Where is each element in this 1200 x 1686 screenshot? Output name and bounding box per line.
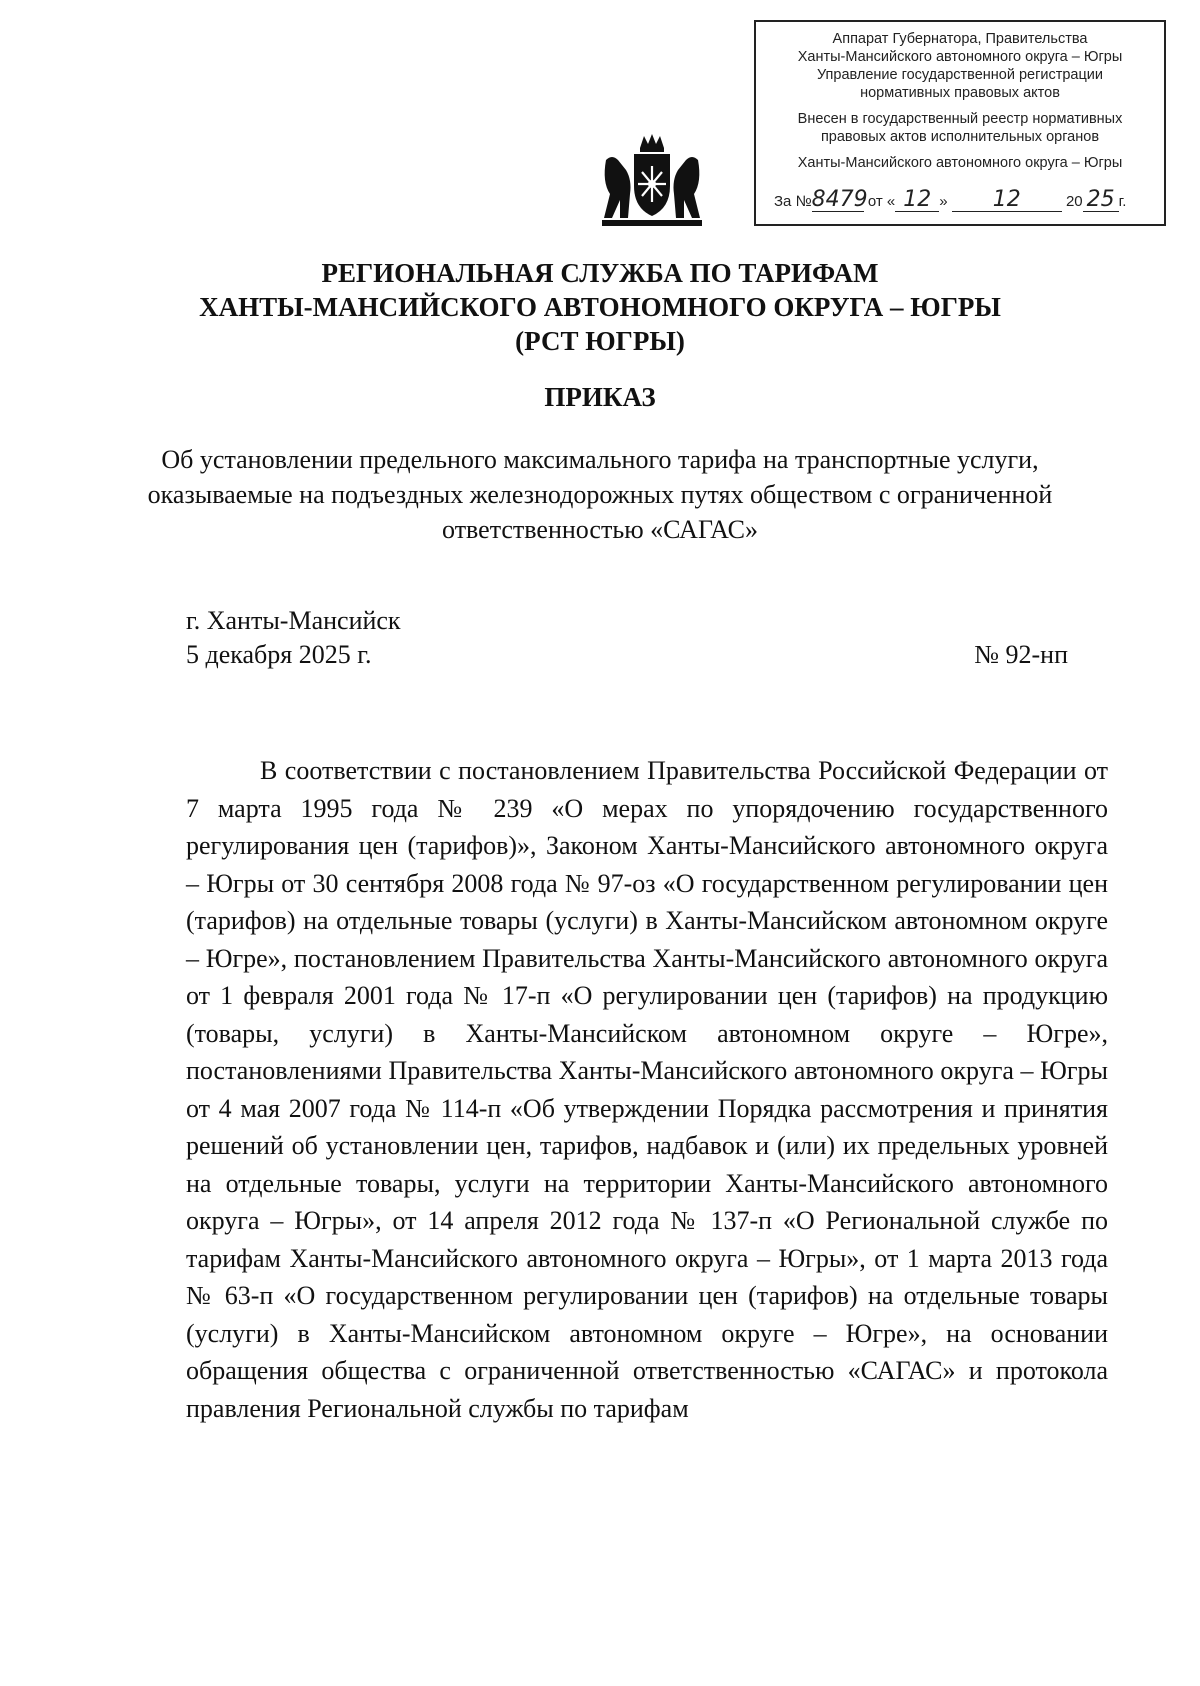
stamp-reg-from: от « bbox=[867, 193, 896, 210]
coat-of-arms-emblem bbox=[598, 130, 706, 230]
stamp-region: Ханты-Мансийского автономного округа – Югры bbox=[797, 155, 1123, 171]
agency-line-3: (РСТ ЮГРЫ) bbox=[515, 326, 685, 356]
stamp-line: правовых актов исполнительных органов bbox=[820, 129, 1100, 145]
stamp-reg-suffix: г. bbox=[1118, 193, 1127, 210]
agency-name bbox=[100, 256, 1100, 358]
document-place: г. Ханты-Мансийск bbox=[186, 606, 401, 635]
stamp-registration-line bbox=[774, 189, 1154, 212]
stamp-reg-day-close: » bbox=[939, 193, 948, 210]
stamp-line: Управление государственной регистрации bbox=[816, 67, 1104, 83]
stamp-line: нормативных правовых актов bbox=[860, 85, 1060, 101]
agency-line-2: ХАНТЫ-МАНСИЙСКОГО АВТОНОМНОГО ОКРУГА – ЮГРЫ bbox=[199, 292, 1001, 322]
document-type: ПРИКАЗ bbox=[544, 382, 656, 412]
document-subject: Об установлении предельного максимального тарифа на транспортные услуги, оказываемые на подъездных железнодорожных путях обществом с ограниченной ответственностью «САГАС» bbox=[147, 445, 1053, 544]
stamp-reg-prefix: За № bbox=[774, 193, 812, 210]
body-paragraph: В соответствии с постановлением Правительства Российской Федерации от 7 марта 1995 года № 239 «О мерах по упорядочению государственного регулирования цен (тарифов)», Законом Ханты-Мансийского автономного округа – Югры от 30 сентября 2008 года № 97-оз «О государственном регулировании цен (тарифов) на отдельные товары (услуги) в Ханты-Мансийском автономном округе – Югре», постановлением Правительства Ханты-Мансийского автономного округа от 1 февраля 2001 года № 17-п «О регулировании цен (тарифов) на продукцию (товары, услуги) в Ханты-Мансийском автономном округе – Югре», постановлениями Правительства Ханты-Мансийского автономного округа – Югры от 4 мая 2007 года № 114-п «Об утверждении Порядка рассмотрения и принятия решений об установлении цен, тарифов, надбавок и (или) их предельных уровней на отдельные товары, услуги на территории Ханты-Мансийского автономного округа – Югры», от 14 апреля 2012 года № 137-п «О Региональной службе по тарифам Ханты-Мансийского автономного округа – Югры», от 1 марта 2013 года № 63-п «О государственном регулировании цен (тарифов) на отдельные товары (услуги) в Ханты-Мансийском автономном округе – Югре», на основании обращения общества с ограниченной ответственностью «САГАС» и протокола правления Региональной службы по тарифам bbox=[186, 756, 1108, 1423]
stamp-reg-month: 12 bbox=[952, 189, 1062, 212]
stamp-reg-year: 25 bbox=[1083, 189, 1119, 212]
stamp-reg-day: 12 bbox=[895, 189, 939, 212]
stamp-line: Аппарат Губернатора, Правительства bbox=[832, 31, 1088, 47]
document-date: 5 декабря 2025 г. bbox=[186, 640, 372, 669]
stamp-line: Ханты-Мансийского автономного округа – Югры bbox=[797, 49, 1123, 65]
stamp-line: Внесен в государственный реестр нормативных bbox=[797, 111, 1123, 127]
stamp-reg-number: 8479 bbox=[811, 187, 868, 212]
agency-line-1: РЕГИОНАЛЬНАЯ СЛУЖБА ПО ТАРИФАМ bbox=[321, 258, 879, 288]
stamp-reg-year-prefix: 20 bbox=[1065, 193, 1083, 210]
document-number: № 92-нп bbox=[974, 640, 1068, 669]
registration-stamp bbox=[754, 20, 1166, 226]
